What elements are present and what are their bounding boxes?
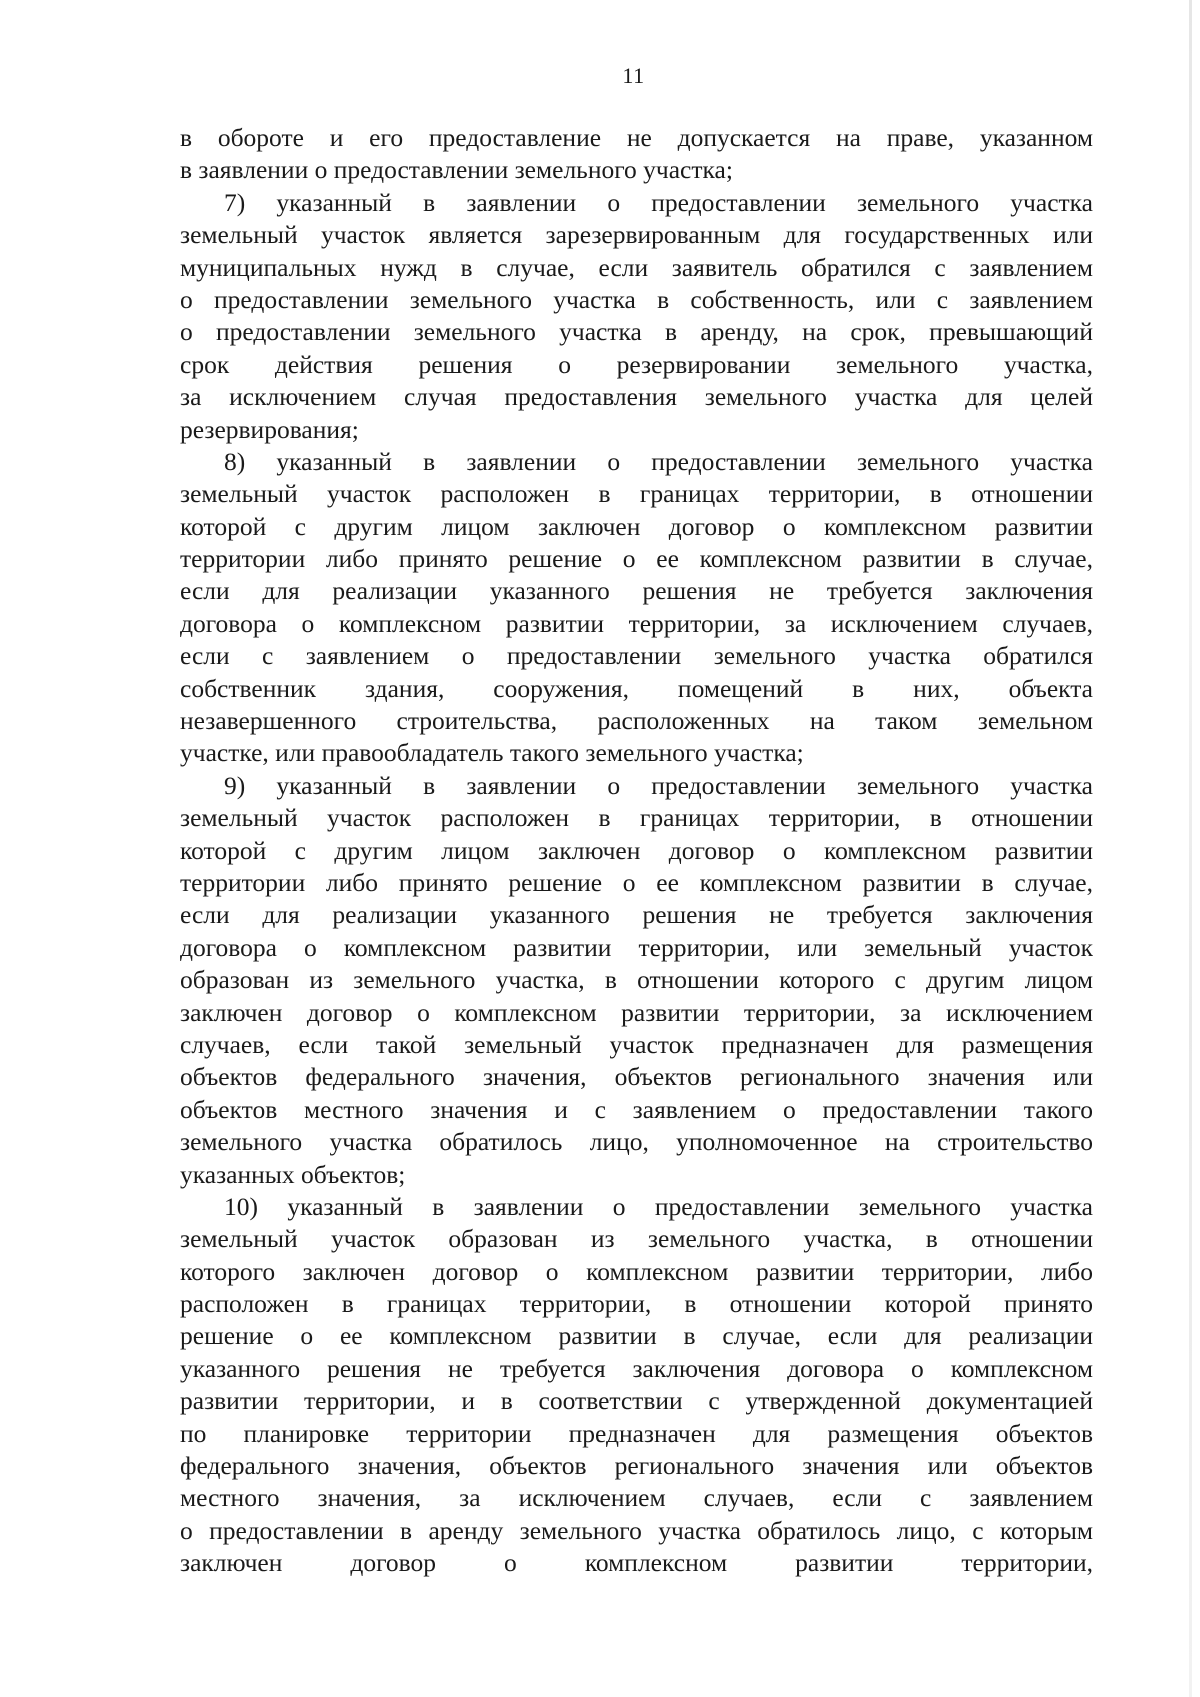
text-line: объектов федерального значения, объектов регионального значения или	[180, 1062, 1093, 1092]
text-line: муниципальных нужд в случае, если заявитель обратился с заявлением	[180, 252, 1093, 282]
text-line: случаев, если такой земельный участок предназначен для размещения	[180, 1029, 1093, 1059]
text-line: земельный участок расположен в границах территории, в отношении	[180, 479, 1093, 509]
scan-edge-shadow	[1189, 0, 1192, 1697]
text-line: заключен договор о комплексном развитии территории, за исключением	[180, 997, 1093, 1027]
text-line: которой с другим лицом заключен договор о комплексном развитии	[180, 835, 1093, 865]
text-line: о предоставлении в аренду земельного участка обратилось лицо, с которым	[180, 1515, 1093, 1545]
text-line: в заявлении о предоставлении земельного участка;	[180, 155, 733, 185]
text-line: договора о комплексном развитии территории, за исключением случаев,	[180, 608, 1093, 638]
text-line: территории либо принято решение о ее комплексном развитии в случае,	[180, 544, 1093, 574]
text-line: указанных объектов;	[180, 1159, 406, 1189]
text-line: участке, или правообладатель такого земельного участка;	[180, 738, 804, 768]
document-body	[180, 122, 1093, 1580]
text-line: расположен в границах территории, в отношении которой принято	[180, 1289, 1093, 1319]
text-line: образован из земельного участка, в отношении которого с другим лицом	[180, 965, 1093, 995]
text-line: о предоставлении земельного участка в аренду, на срок, превышающий	[180, 317, 1093, 347]
text-line: за исключением случая предоставления земельного участка для целей	[180, 382, 1093, 412]
text-line: срок действия решения о резервировании земельного участка,	[180, 349, 1093, 379]
text-line: о предоставлении земельного участка в собственность, или с заявлением	[180, 284, 1093, 314]
text-line: 10) указанный в заявлении о предоставлении земельного участка	[224, 1191, 1093, 1221]
text-line: решение о ее комплексном развитии в случае, если для реализации	[180, 1321, 1093, 1351]
text-line: местного значения, за исключением случаев, если с заявлением	[180, 1483, 1093, 1513]
text-line: 7) указанный в заявлении о предоставлении земельного участка	[224, 187, 1093, 217]
text-line: земельный участок образован из земельного участка, в отношении	[180, 1224, 1093, 1254]
text-line: заключен договор о комплексном развитии территории,	[180, 1548, 1093, 1578]
text-line: федерального значения, объектов регионального значения или объектов	[180, 1451, 1093, 1481]
text-line: 9) указанный в заявлении о предоставлении земельного участка	[224, 770, 1093, 800]
text-line: если с заявлением о предоставлении земельного участка обратился	[180, 641, 1093, 671]
text-line: объектов местного значения и с заявлением о предоставлении такого	[180, 1094, 1093, 1124]
text-line: резервирования;	[180, 414, 359, 444]
text-line: развитии территории, и в соответствии с утвержденной документацией	[180, 1386, 1093, 1416]
text-line: земельный участок является зарезервированным для государственных или	[180, 220, 1093, 250]
text-line: договора о комплексном развитии территории, или земельный участок	[180, 932, 1093, 962]
page-number: 11	[622, 63, 645, 88]
text-line: которой с другим лицом заключен договор о комплексном развитии	[180, 511, 1093, 541]
text-line: 8) указанный в заявлении о предоставлении земельного участка	[224, 446, 1093, 476]
text-line: если для реализации указанного решения не требуется заключения	[180, 576, 1093, 606]
text-line: которого заключен договор о комплексном развитии территории, либо	[180, 1256, 1093, 1286]
text-line: земельный участок расположен в границах территории, в отношении	[180, 803, 1093, 833]
text-line: в обороте и его предоставление не допускается на праве, указанном	[180, 123, 1093, 152]
text-line: по планировке территории предназначен для размещения объектов	[180, 1418, 1093, 1448]
text-line: земельного участка обратилось лицо, уполномоченное на строительство	[180, 1127, 1093, 1157]
text-line: указанного решения не требуется заключения договора о комплексном	[180, 1353, 1093, 1383]
text-line: незавершенного строительства, расположенных на таком земельном	[180, 706, 1093, 736]
text-line: собственник здания, сооружения, помещений в них, объекта	[180, 673, 1093, 703]
text-line: если для реализации указанного решения не требуется заключения	[180, 900, 1093, 930]
text-line: территории либо принято решение о ее комплексном развитии в случае,	[180, 867, 1093, 897]
